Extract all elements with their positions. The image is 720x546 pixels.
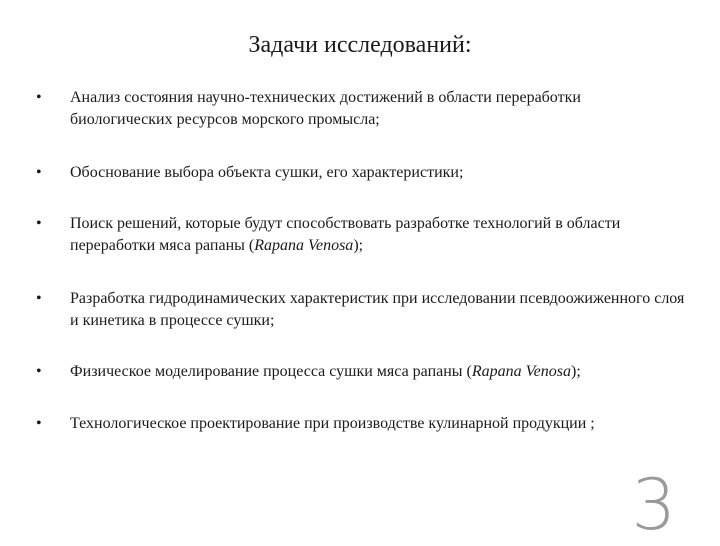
- slide-title: Задачи исследований:: [248, 32, 472, 58]
- list-item-text: Разработка гидродинамических характеристик при исследовании псевдоожиженного слоя и кинетика в процессе сушки;: [70, 290, 685, 329]
- list-item-text: [70, 213, 686, 257]
- bullet-marker: •: [36, 164, 42, 181]
- list-item-text: Анализ состояния научно-технических достижений в области переработки биологических ресурсов морского промысла;: [70, 89, 581, 128]
- list-item: [36, 87, 686, 131]
- list-item: [36, 413, 686, 435]
- list-item-text-end: );: [570, 363, 581, 380]
- list-item-text: Технологическое проектирование при производстве кулинарной продукции ;: [70, 415, 595, 432]
- bullet-marker: •: [36, 415, 42, 432]
- list-item: [36, 162, 686, 184]
- bullet-marker: •: [36, 363, 42, 380]
- list-item-text: [70, 361, 686, 383]
- bullet-marker: •: [36, 215, 42, 232]
- list-item: [36, 288, 686, 332]
- list-item: [36, 361, 686, 383]
- list-item: [36, 213, 686, 257]
- species-name: Rapana Venosa: [471, 363, 571, 380]
- list-item-text: Обоснование выбора объекта сушки, его характеристики;: [70, 164, 464, 181]
- bullet-marker: •: [36, 290, 42, 307]
- bullet-marker: •: [36, 89, 42, 106]
- list-item-text-start: Поиск решений, которые будут способствовать разработке технологий в области переработки мяса рапаны (: [70, 215, 621, 254]
- list-item-text-end: );: [353, 237, 364, 254]
- species-name: Rapana Venosa: [254, 237, 354, 254]
- list-item-text-start: Физическое моделирование процесса сушки мяса рапаны (: [70, 363, 472, 380]
- page-number: 3: [631, 464, 676, 546]
